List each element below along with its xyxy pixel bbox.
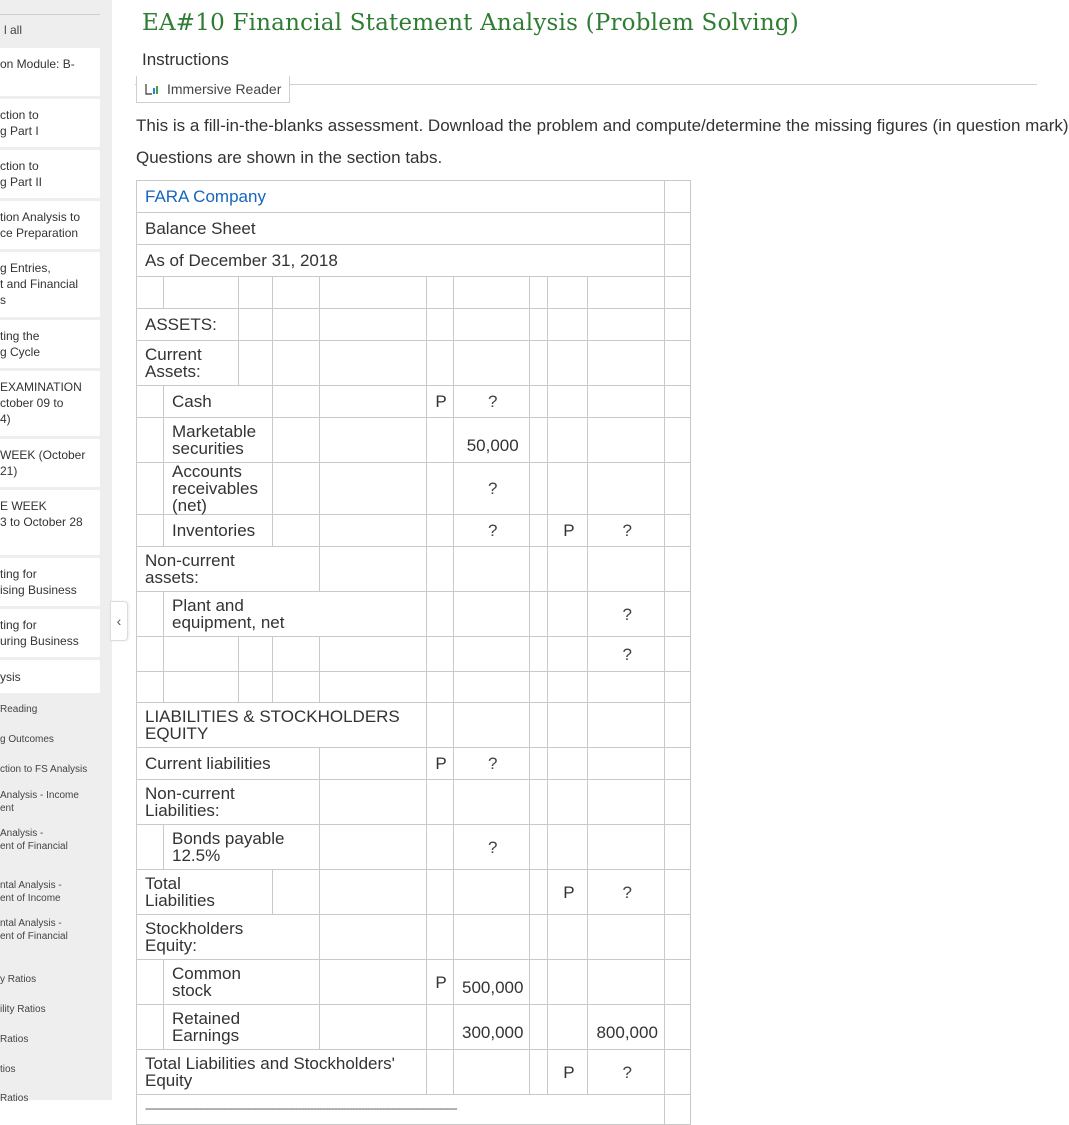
sidebar-divider [0,14,100,15]
sidebar-sub-label: ent of Financial [0,841,68,852]
retained-earnings-label: Retained Earnings [164,1005,320,1050]
table-row [137,181,691,213]
inventories-value: ? [454,515,530,547]
table-row [137,418,691,463]
table-row [137,870,691,915]
total-liabilities-value: ? [588,870,664,915]
tab-instructions[interactable]: Instructions [142,50,229,69]
total-liabilities-equity-value: ? [588,1050,664,1095]
receivables-value: ? [454,463,530,515]
total-assets-value: ? [588,637,664,672]
current-assets-label: Current Assets: [137,341,239,386]
sidebar-sub-item[interactable] [0,733,110,746]
sidebar-item-label: ction to [0,108,39,122]
sidebar-item-label: EXAMINATION [0,380,82,394]
cash-value: ? [454,386,530,418]
current-liabilities-label: Current liabilities [137,748,320,780]
sidebar-sub-item[interactable] [0,1092,110,1105]
sidebar-module-item[interactable] [0,99,100,147]
table-row [137,341,691,386]
chevron-left-icon: ‹ [116,613,122,629]
table-row [137,463,691,515]
sidebar-sub-item[interactable] [0,879,110,905]
sidebar-item-label: g Part I [0,124,39,138]
instructions-text-2: Questions are shown in the section tabs. [136,148,443,167]
instructions-text: This is a fill-in-the-blanks assessment. Download the problem and compute/determine the missing figures (in question mark) [136,116,1069,135]
table-row [137,592,691,637]
marketable-securities-value: 50,000 [454,418,530,463]
ppe-value: ? [588,592,664,637]
sidebar-item-label: ising Business [0,583,77,597]
sidebar-sub-item[interactable] [0,1033,110,1046]
noncurrent-assets-label: Non-current assets: [137,547,320,592]
sidebar-module-item[interactable] [0,252,100,317]
bonds-payable-label: Bonds payable 12.5% [164,825,320,870]
immersive-reader-button[interactable] [136,76,290,103]
sidebar-item-label: ting for [0,567,37,581]
sidebar-sub-label: ction to FS Analysis [0,764,88,775]
assets-header: ASSETS: [137,309,239,341]
sidebar-module-item[interactable] [0,320,100,368]
retained-earnings-value: 300,000 [454,1005,530,1050]
statement-title: Balance Sheet [137,213,665,245]
sidebar-module-item[interactable] [0,609,100,657]
sidebar-sub-label: ent of Financial [0,931,68,942]
sidebar-item-label: ction to [0,159,39,173]
sidebar-item-label: WEEK (October [0,448,86,462]
cash-label: Cash [164,386,273,418]
sidebar-module-item[interactable] [0,660,100,693]
current-liabilities-value: ? [454,748,530,780]
balance-sheet-table [136,180,691,1125]
liabilities-equity-header: LIABILITIES & STOCKHOLDERS EQUITY [137,703,427,748]
sidebar-item-label: t and Financial [0,277,79,291]
immersive-reader-icon [145,82,161,96]
table-row [137,825,691,870]
sidebar-item-label: s [0,293,6,307]
table-row [137,1095,691,1125]
sidebar-item-label: ctober 09 to [0,396,64,410]
sidebar-item-label: 4) [0,412,11,426]
sidebar-item-label: 3 to October 28 [0,515,83,529]
sidebar-item-label: tion Analysis to [0,210,81,224]
total-current-assets-value: ? [588,515,664,547]
sidebar-item-label: g Part II [0,175,43,189]
ppe-label: Plant and equipment, net [164,592,427,637]
receivables-label: Accounts receivables (net) [164,463,273,515]
sidebar-module-item[interactable] [0,150,100,198]
table-row [137,960,691,1005]
sidebar-sub-item[interactable] [0,973,110,986]
stockholders-equity-label: Stockholders Equity: [137,915,320,960]
peso-sign: P [548,1050,588,1095]
collapse-sidebar-button[interactable] [110,601,128,641]
view-all-link[interactable]: l all [4,23,23,37]
peso-sign: P [427,386,454,418]
sidebar-module-item[interactable] [0,558,100,606]
table-row [137,672,691,703]
sidebar-item-label: ting for [0,618,37,632]
sidebar-item-label: ce Preparation [0,226,79,240]
sidebar-item-label: g Cycle [0,345,41,359]
sidebar-sub-label: Analysis - Income [0,790,79,801]
total-liabilities-label: Total Liabilities [137,870,273,915]
sidebar-module-item[interactable] [0,201,100,249]
peso-sign: P [427,748,454,780]
table-row [137,748,691,780]
table-row [137,245,691,277]
table-row [137,1005,691,1050]
sidebar-sub-item[interactable] [0,1003,110,1016]
sidebar-sub-item[interactable] [0,917,110,943]
common-stock-label: Common stock [164,960,320,1005]
sidebar-sub-label: ility Ratios [0,1004,46,1015]
bonds-payable-value: ? [454,825,530,870]
statement-date: As of December 31, 2018 [137,245,665,277]
table-row [137,703,691,748]
table-row [137,386,691,418]
table-row [137,547,691,592]
table-row [137,637,691,672]
sidebar-sub-item[interactable] [0,703,110,716]
sidebar-sub-label: Ratios [0,1093,29,1104]
sidebar-sub-item[interactable] [0,1063,110,1076]
sidebar-sub-label: tios [0,1064,16,1075]
sidebar-item-label: ting the [0,329,40,343]
sidebar-item-label: ysis [0,670,21,684]
table-row [137,309,691,341]
sidebar-item-label: on Module: B- [0,57,75,71]
company-name: FARA Company [137,181,665,213]
peso-sign: P [427,960,454,1005]
sidebar-module-item[interactable] [0,439,100,487]
sidebar-sub-label: ntal Analysis - [0,918,62,929]
total-liabilities-equity-label: Total Liabilities and Stockholders' Equity [137,1050,427,1095]
inventories-label: Inventories [164,515,273,547]
peso-sign: P [548,515,588,547]
common-stock-value: 500,000 [454,960,530,1005]
sidebar-sub-item[interactable] [0,827,110,853]
table-row [137,277,691,309]
sidebar-sub-label: Analysis - [0,828,44,839]
sidebar-module-item[interactable] [0,48,100,96]
sidebar-sub-label: ntal Analysis - [0,880,62,891]
sidebar-sub-item[interactable] [0,789,110,815]
marketable-securities-label: Marketable securities [164,418,273,463]
total-equity-value: 800,000 [588,1005,664,1050]
page-title: EA#10 Financial Statement Analysis (Problem Solving) [142,10,799,36]
dashed-separator: -------------------------------------------------------------------------------------------------------- [137,1095,665,1125]
sidebar-module-item[interactable] [0,490,100,555]
sidebar-sub-label: Ratios [0,1034,29,1045]
table-row [137,515,691,547]
noncurrent-liabilities-label: Non-current Liabilities: [137,780,320,825]
table-row [137,780,691,825]
immersive-reader-label: Immersive Reader [167,81,282,97]
course-sidebar [0,0,112,1104]
sidebar-item-label: 21) [0,464,18,478]
sidebar-sub-item[interactable] [0,763,110,776]
sidebar-sub-label: Reading [0,704,38,715]
table-row [137,915,691,960]
sidebar-item-label: E WEEK [0,499,47,513]
table-row [137,1050,691,1095]
peso-sign: P [548,870,588,915]
sidebar-sub-label: y Ratios [0,974,37,985]
sidebar-item-label: g Entries, [0,261,51,275]
sidebar-sub-label: ent of Income [0,893,61,904]
table-row [137,213,691,245]
sidebar-sub-label: ent [0,803,14,814]
sidebar-module-item[interactable] [0,371,100,436]
sidebar-item-label: uring Business [0,634,79,648]
sidebar-sub-label: g Outcomes [0,734,54,745]
